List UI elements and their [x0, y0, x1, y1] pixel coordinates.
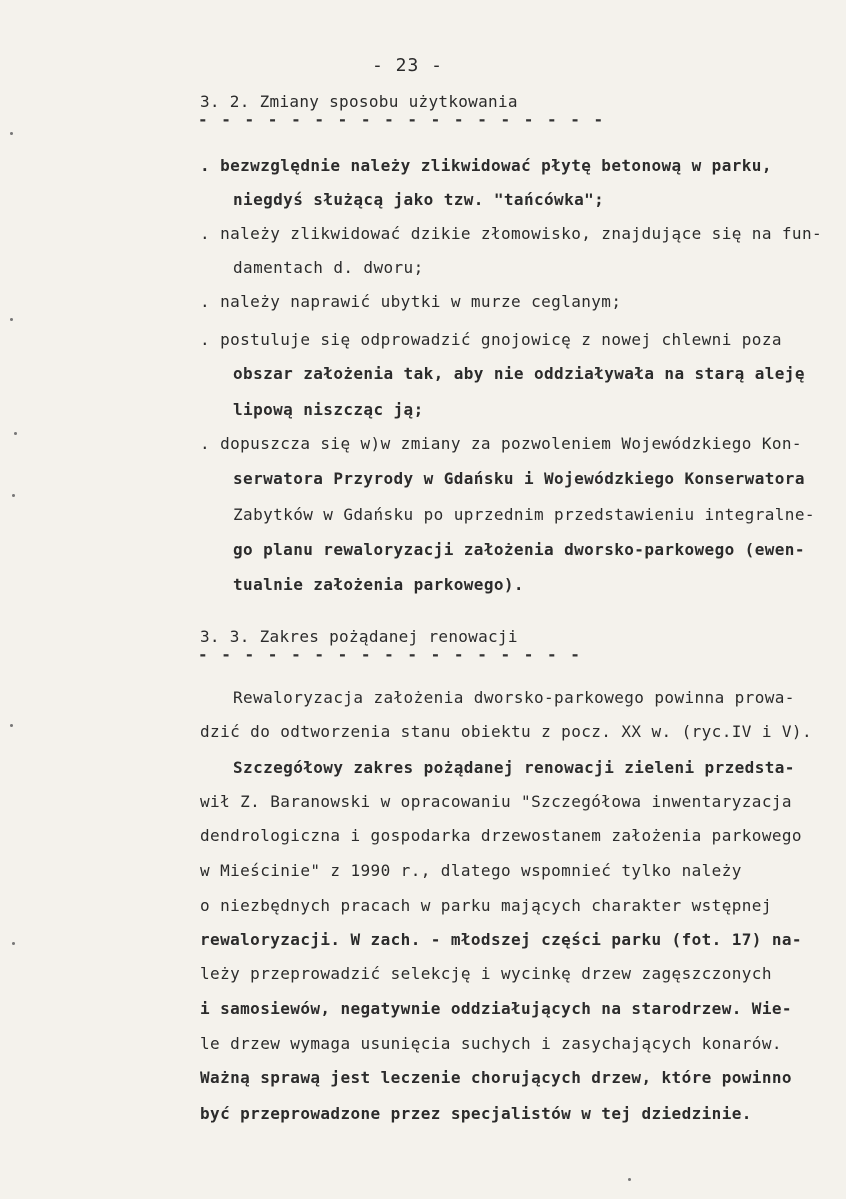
heading-underline: - - - - - - - - - - - - - - - - - - [198, 110, 606, 129]
scan-speck [628, 1178, 631, 1181]
text-line: le drzew wymaga usunięcia suchych i zasychających konarów. [200, 1034, 782, 1053]
text-line: być przeprowadzone przez specjalistów w tej dziedzinie. [200, 1104, 752, 1123]
text-line: go planu rewaloryzacji założenia dworsko-parkowego (ewen- [233, 540, 805, 559]
text-line: w Mieścinie" z 1990 r., dlatego wspomnieć tylko należy [200, 861, 742, 880]
text-line: dendrologiczna i gospodarka drzewostanem założenia parkowego [200, 826, 802, 845]
text-line: rewaloryzacji. W zach. - młodszej części parku (fot. 17) na- [200, 930, 802, 949]
text-line: Szczegółowy zakres pożądanej renowacji zieleni przedsta- [233, 758, 795, 777]
section-heading-3-3: 3. 3. Zakres pożądanej renowacji [200, 627, 518, 646]
scan-speck [10, 724, 13, 727]
page-number: - 23 - [372, 55, 444, 76]
text-line: tualnie założenia parkowego). [233, 575, 524, 594]
text-line: . bezwzględnie należy zlikwidować płytę betonową w parku, [200, 156, 772, 175]
text-line: leży przeprowadzić selekcję i wycinkę drzew zagęszczonych [200, 964, 772, 983]
scan-speck [10, 132, 13, 135]
scan-speck [12, 494, 15, 497]
text-line: wił Z. Baranowski w opracowaniu "Szczegółowa inwentaryzacja [200, 792, 792, 811]
scan-speck [12, 942, 15, 945]
text-line: Zabytków w Gdańsku po uprzednim przedstawieniu integralne- [233, 505, 815, 524]
text-line: . należy zlikwidować dzikie złomowisko, znajdujące się na fun- [200, 224, 823, 243]
text-line: dzić do odtworzenia stanu obiektu z pocz. XX w. (ryc.IV i V). [200, 722, 813, 741]
text-line: serwatora Przyrody w Gdańsku i Wojewódzkiego Konserwatora [233, 469, 805, 488]
text-line: damentach d. dworu; [233, 258, 424, 277]
text-line: Rewaloryzacja założenia dworsko-parkowego powinna prowa- [233, 688, 795, 707]
scan-speck [14, 432, 17, 435]
text-line: niegdyś służącą jako tzw. "tańcówka"; [233, 190, 605, 209]
text-line: o niezbędnych pracach w parku mających charakter wstępnej [200, 896, 772, 915]
text-line: . postuluje się odprowadzić gnojowicę z nowej chlewni poza [200, 330, 782, 349]
scan-speck [10, 318, 13, 321]
text-line: . dopuszcza się w)w zmiany za pozwoleniem Wojewódzkiego Kon- [200, 434, 802, 453]
heading-underline: - - - - - - - - - - - - - - - - - [198, 645, 582, 664]
section-heading-3-2: 3. 2. Zmiany sposobu użytkowania [200, 92, 518, 111]
text-line: . należy naprawić ubytki w murze ceglanym; [200, 292, 622, 311]
text-line: i samosiewów, negatywnie oddziałujących na starodrzew. Wie- [200, 999, 792, 1018]
text-line: Ważną sprawą jest leczenie chorujących drzew, które powinno [200, 1068, 792, 1087]
text-line: lipową niszcząc ją; [233, 400, 424, 419]
text-line: obszar założenia tak, aby nie oddziaływała na starą aleję [233, 364, 805, 383]
